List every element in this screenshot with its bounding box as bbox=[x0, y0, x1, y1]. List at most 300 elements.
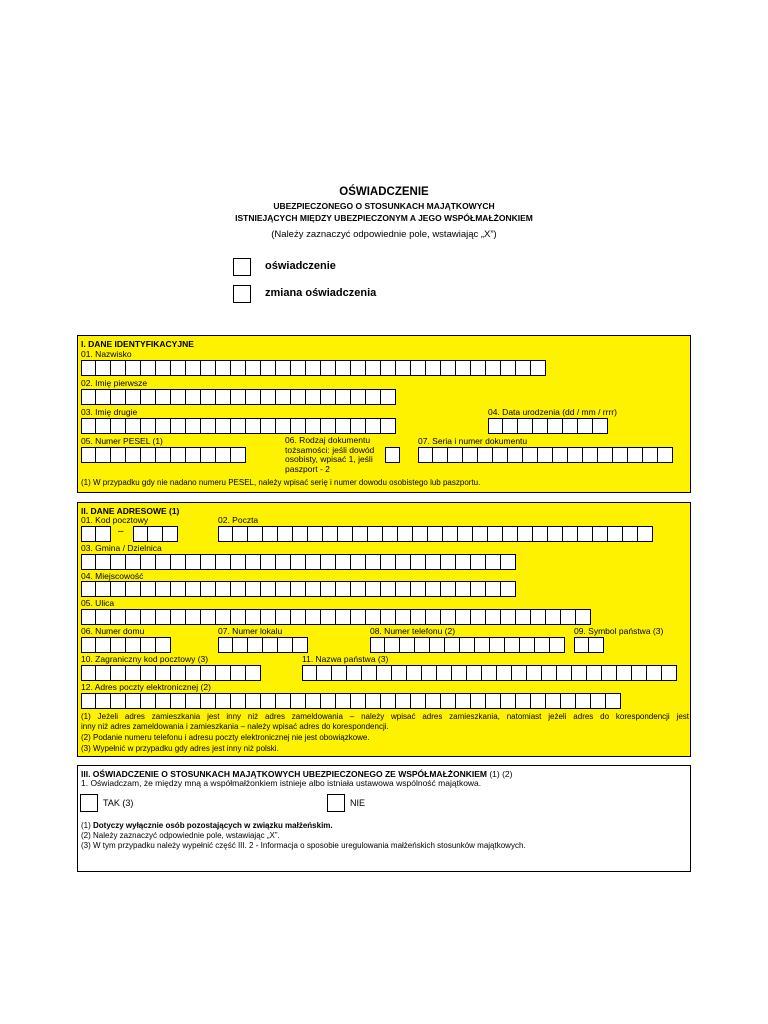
character-cell[interactable] bbox=[263, 637, 278, 653]
character-cell[interactable] bbox=[246, 665, 261, 681]
character-cell[interactable] bbox=[503, 526, 518, 542]
character-cell[interactable] bbox=[302, 665, 317, 681]
character-cell[interactable] bbox=[291, 389, 306, 405]
character-cell[interactable] bbox=[518, 526, 533, 542]
character-cell[interactable] bbox=[606, 693, 621, 709]
character-cell[interactable] bbox=[291, 418, 306, 434]
character-cell[interactable] bbox=[381, 693, 396, 709]
character-cell[interactable] bbox=[441, 693, 456, 709]
character-cell[interactable] bbox=[351, 418, 366, 434]
character-cell[interactable] bbox=[278, 526, 293, 542]
character-cell[interactable] bbox=[591, 693, 606, 709]
character-cell[interactable] bbox=[111, 637, 126, 653]
character-cell[interactable] bbox=[156, 665, 171, 681]
character-cell[interactable] bbox=[186, 581, 201, 597]
character-cell[interactable] bbox=[291, 609, 306, 625]
character-cell[interactable] bbox=[186, 665, 201, 681]
character-cell[interactable] bbox=[336, 581, 351, 597]
character-cell[interactable] bbox=[638, 526, 653, 542]
house-number-input[interactable] bbox=[81, 637, 171, 653]
character-cell[interactable] bbox=[370, 637, 385, 653]
character-cell[interactable] bbox=[96, 609, 111, 625]
character-cell[interactable] bbox=[411, 554, 426, 570]
character-cell[interactable] bbox=[171, 581, 186, 597]
character-cell[interactable] bbox=[366, 693, 381, 709]
character-cell[interactable] bbox=[133, 526, 148, 542]
character-cell[interactable] bbox=[216, 665, 231, 681]
character-cell[interactable] bbox=[233, 637, 248, 653]
character-cell[interactable] bbox=[246, 609, 261, 625]
character-cell[interactable] bbox=[218, 637, 233, 653]
character-cell[interactable] bbox=[574, 637, 589, 653]
character-cell[interactable] bbox=[156, 609, 171, 625]
character-cell[interactable] bbox=[246, 581, 261, 597]
character-cell[interactable] bbox=[126, 693, 141, 709]
character-cell[interactable] bbox=[583, 447, 598, 463]
character-cell[interactable] bbox=[126, 360, 141, 376]
character-cell[interactable] bbox=[126, 389, 141, 405]
character-cell[interactable] bbox=[201, 389, 216, 405]
character-cell[interactable] bbox=[171, 360, 186, 376]
character-cell[interactable] bbox=[306, 418, 321, 434]
character-cell[interactable] bbox=[126, 637, 141, 653]
character-cell[interactable] bbox=[111, 554, 126, 570]
character-cell[interactable] bbox=[261, 581, 276, 597]
character-cell[interactable] bbox=[263, 526, 278, 542]
character-cell[interactable] bbox=[441, 581, 456, 597]
character-cell[interactable] bbox=[512, 665, 527, 681]
character-cell[interactable] bbox=[456, 693, 471, 709]
character-cell[interactable] bbox=[351, 360, 366, 376]
character-cell[interactable] bbox=[156, 360, 171, 376]
character-cell[interactable] bbox=[572, 665, 587, 681]
character-cell[interactable] bbox=[276, 609, 291, 625]
character-cell[interactable] bbox=[201, 554, 216, 570]
character-cell[interactable] bbox=[613, 447, 628, 463]
character-cell[interactable] bbox=[186, 360, 201, 376]
character-cell[interactable] bbox=[426, 581, 441, 597]
character-cell[interactable] bbox=[338, 526, 353, 542]
character-cell[interactable] bbox=[218, 526, 233, 542]
character-cell[interactable] bbox=[126, 665, 141, 681]
character-cell[interactable] bbox=[278, 637, 293, 653]
character-cell[interactable] bbox=[362, 665, 377, 681]
character-cell[interactable] bbox=[381, 418, 396, 434]
second-name-input[interactable] bbox=[81, 418, 396, 434]
character-cell[interactable] bbox=[456, 609, 471, 625]
character-cell[interactable] bbox=[643, 447, 658, 463]
character-cell[interactable] bbox=[381, 609, 396, 625]
character-cell[interactable] bbox=[383, 526, 398, 542]
character-cell[interactable] bbox=[441, 554, 456, 570]
character-cell[interactable] bbox=[141, 581, 156, 597]
character-cell[interactable] bbox=[366, 389, 381, 405]
character-cell[interactable] bbox=[141, 665, 156, 681]
character-cell[interactable] bbox=[141, 554, 156, 570]
character-cell[interactable] bbox=[662, 665, 677, 681]
character-cell[interactable] bbox=[441, 609, 456, 625]
character-cell[interactable] bbox=[186, 693, 201, 709]
character-cell[interactable] bbox=[321, 554, 336, 570]
character-cell[interactable] bbox=[81, 389, 96, 405]
character-cell[interactable] bbox=[96, 418, 111, 434]
character-cell[interactable] bbox=[647, 665, 662, 681]
character-cell[interactable] bbox=[608, 526, 623, 542]
character-cell[interactable] bbox=[261, 609, 276, 625]
character-cell[interactable] bbox=[111, 693, 126, 709]
character-cell[interactable] bbox=[141, 389, 156, 405]
character-cell[interactable] bbox=[216, 693, 231, 709]
foreign-postal-code-input[interactable] bbox=[81, 665, 261, 681]
country-symbol-input[interactable] bbox=[574, 637, 604, 653]
character-cell[interactable] bbox=[523, 447, 538, 463]
character-cell[interactable] bbox=[490, 637, 505, 653]
character-cell[interactable] bbox=[538, 447, 553, 463]
document-number-input[interactable] bbox=[418, 447, 673, 463]
birth-date-input[interactable] bbox=[488, 418, 608, 434]
character-cell[interactable] bbox=[516, 360, 531, 376]
character-cell[interactable] bbox=[306, 609, 321, 625]
character-cell[interactable] bbox=[602, 665, 617, 681]
character-cell[interactable] bbox=[550, 637, 565, 653]
character-cell[interactable] bbox=[336, 693, 351, 709]
character-cell[interactable] bbox=[308, 526, 323, 542]
character-cell[interactable] bbox=[276, 581, 291, 597]
character-cell[interactable] bbox=[306, 581, 321, 597]
character-cell[interactable] bbox=[96, 665, 111, 681]
character-cell[interactable] bbox=[231, 609, 246, 625]
character-cell[interactable] bbox=[516, 693, 531, 709]
character-cell[interactable] bbox=[520, 637, 535, 653]
country-name-input[interactable] bbox=[302, 665, 677, 681]
character-cell[interactable] bbox=[317, 665, 332, 681]
character-cell[interactable] bbox=[336, 609, 351, 625]
character-cell[interactable] bbox=[518, 418, 533, 434]
character-cell[interactable] bbox=[321, 581, 336, 597]
character-cell[interactable] bbox=[216, 447, 231, 463]
character-cell[interactable] bbox=[456, 360, 471, 376]
character-cell[interactable] bbox=[576, 609, 591, 625]
character-cell[interactable] bbox=[126, 447, 141, 463]
character-cell[interactable] bbox=[321, 693, 336, 709]
character-cell[interactable] bbox=[96, 526, 111, 542]
character-cell[interactable] bbox=[261, 554, 276, 570]
character-cell[interactable] bbox=[171, 609, 186, 625]
character-cell[interactable] bbox=[617, 665, 632, 681]
character-cell[interactable] bbox=[471, 609, 486, 625]
character-cell[interactable] bbox=[392, 665, 407, 681]
character-cell[interactable] bbox=[261, 418, 276, 434]
character-cell[interactable] bbox=[546, 693, 561, 709]
phone-number-input[interactable] bbox=[370, 637, 565, 653]
character-cell[interactable] bbox=[186, 447, 201, 463]
character-cell[interactable] bbox=[96, 637, 111, 653]
character-cell[interactable] bbox=[321, 360, 336, 376]
character-cell[interactable] bbox=[246, 360, 261, 376]
character-cell[interactable] bbox=[306, 389, 321, 405]
character-cell[interactable] bbox=[231, 447, 246, 463]
character-cell[interactable] bbox=[201, 581, 216, 597]
character-cell[interactable] bbox=[141, 360, 156, 376]
character-cell[interactable] bbox=[156, 389, 171, 405]
character-cell[interactable] bbox=[96, 389, 111, 405]
character-cell[interactable] bbox=[548, 526, 563, 542]
character-cell[interactable] bbox=[96, 693, 111, 709]
character-cell[interactable] bbox=[111, 360, 126, 376]
character-cell[interactable] bbox=[248, 526, 263, 542]
character-cell[interactable] bbox=[628, 447, 643, 463]
character-cell[interactable] bbox=[201, 609, 216, 625]
character-cell[interactable] bbox=[377, 665, 392, 681]
character-cell[interactable] bbox=[396, 581, 411, 597]
character-cell[interactable] bbox=[291, 693, 306, 709]
character-cell[interactable] bbox=[246, 418, 261, 434]
character-cell[interactable] bbox=[411, 360, 426, 376]
character-cell[interactable] bbox=[306, 360, 321, 376]
character-cell[interactable] bbox=[186, 609, 201, 625]
character-cell[interactable] bbox=[593, 526, 608, 542]
character-cell[interactable] bbox=[246, 693, 261, 709]
character-cell[interactable] bbox=[482, 665, 497, 681]
character-cell[interactable] bbox=[81, 581, 96, 597]
character-cell[interactable] bbox=[347, 665, 362, 681]
character-cell[interactable] bbox=[351, 554, 366, 570]
character-cell[interactable] bbox=[306, 693, 321, 709]
apartment-number-input[interactable] bbox=[218, 637, 308, 653]
character-cell[interactable] bbox=[413, 526, 428, 542]
character-cell[interactable] bbox=[452, 665, 467, 681]
street-input[interactable] bbox=[81, 609, 591, 625]
character-cell[interactable] bbox=[658, 447, 673, 463]
character-cell[interactable] bbox=[81, 609, 96, 625]
character-cell[interactable] bbox=[246, 554, 261, 570]
character-cell[interactable] bbox=[366, 609, 381, 625]
character-cell[interactable] bbox=[632, 665, 647, 681]
character-cell[interactable] bbox=[407, 665, 422, 681]
character-cell[interactable] bbox=[368, 526, 383, 542]
character-cell[interactable] bbox=[508, 447, 523, 463]
character-cell[interactable] bbox=[246, 389, 261, 405]
character-cell[interactable] bbox=[276, 360, 291, 376]
character-cell[interactable] bbox=[111, 389, 126, 405]
character-cell[interactable] bbox=[126, 554, 141, 570]
character-cell[interactable] bbox=[126, 581, 141, 597]
character-cell[interactable] bbox=[493, 447, 508, 463]
character-cell[interactable] bbox=[503, 418, 518, 434]
character-cell[interactable] bbox=[411, 693, 426, 709]
character-cell[interactable] bbox=[516, 609, 531, 625]
character-cell[interactable] bbox=[276, 693, 291, 709]
email-input[interactable] bbox=[81, 693, 621, 709]
character-cell[interactable] bbox=[216, 581, 231, 597]
character-cell[interactable] bbox=[535, 637, 550, 653]
character-cell[interactable] bbox=[576, 693, 591, 709]
character-cell[interactable] bbox=[171, 418, 186, 434]
character-cell[interactable] bbox=[81, 554, 96, 570]
character-cell[interactable] bbox=[201, 418, 216, 434]
character-cell[interactable] bbox=[471, 693, 486, 709]
character-cell[interactable] bbox=[186, 554, 201, 570]
character-cell[interactable] bbox=[411, 609, 426, 625]
character-cell[interactable] bbox=[527, 665, 542, 681]
character-cell[interactable] bbox=[398, 526, 413, 542]
character-cell[interactable] bbox=[501, 609, 516, 625]
character-cell[interactable] bbox=[126, 418, 141, 434]
character-cell[interactable] bbox=[578, 418, 593, 434]
character-cell[interactable] bbox=[471, 360, 486, 376]
character-cell[interactable] bbox=[463, 447, 478, 463]
character-cell[interactable] bbox=[563, 526, 578, 542]
character-cell[interactable] bbox=[171, 389, 186, 405]
character-cell[interactable] bbox=[396, 360, 411, 376]
character-cell[interactable] bbox=[201, 360, 216, 376]
character-cell[interactable] bbox=[231, 554, 246, 570]
character-cell[interactable] bbox=[396, 609, 411, 625]
character-cell[interactable] bbox=[156, 581, 171, 597]
character-cell[interactable] bbox=[163, 526, 178, 542]
character-cell[interactable] bbox=[231, 693, 246, 709]
declaration-checkbox[interactable] bbox=[233, 258, 251, 276]
no-checkbox[interactable] bbox=[327, 794, 345, 812]
character-cell[interactable] bbox=[488, 526, 503, 542]
character-cell[interactable] bbox=[306, 554, 321, 570]
character-cell[interactable] bbox=[385, 447, 400, 463]
character-cell[interactable] bbox=[501, 581, 516, 597]
character-cell[interactable] bbox=[111, 447, 126, 463]
character-cell[interactable] bbox=[366, 554, 381, 570]
character-cell[interactable] bbox=[201, 665, 216, 681]
character-cell[interactable] bbox=[542, 665, 557, 681]
character-cell[interactable] bbox=[505, 637, 520, 653]
character-cell[interactable] bbox=[141, 637, 156, 653]
character-cell[interactable] bbox=[598, 447, 613, 463]
yes-checkbox[interactable] bbox=[80, 794, 98, 812]
character-cell[interactable] bbox=[587, 665, 602, 681]
character-cell[interactable] bbox=[96, 581, 111, 597]
character-cell[interactable] bbox=[385, 637, 400, 653]
character-cell[interactable] bbox=[486, 360, 501, 376]
character-cell[interactable] bbox=[96, 554, 111, 570]
municipality-input[interactable] bbox=[81, 554, 516, 570]
character-cell[interactable] bbox=[293, 637, 308, 653]
character-cell[interactable] bbox=[81, 665, 96, 681]
character-cell[interactable] bbox=[548, 418, 563, 434]
character-cell[interactable] bbox=[171, 554, 186, 570]
character-cell[interactable] bbox=[589, 637, 604, 653]
character-cell[interactable] bbox=[448, 447, 463, 463]
character-cell[interactable] bbox=[276, 554, 291, 570]
character-cell[interactable] bbox=[473, 526, 488, 542]
character-cell[interactable] bbox=[366, 581, 381, 597]
character-cell[interactable] bbox=[261, 360, 276, 376]
character-cell[interactable] bbox=[81, 693, 96, 709]
character-cell[interactable] bbox=[111, 609, 126, 625]
character-cell[interactable] bbox=[156, 637, 171, 653]
character-cell[interactable] bbox=[141, 447, 156, 463]
character-cell[interactable] bbox=[426, 554, 441, 570]
character-cell[interactable] bbox=[111, 581, 126, 597]
character-cell[interactable] bbox=[568, 447, 583, 463]
character-cell[interactable] bbox=[593, 418, 608, 434]
character-cell[interactable] bbox=[351, 609, 366, 625]
character-cell[interactable] bbox=[332, 665, 347, 681]
character-cell[interactable] bbox=[426, 360, 441, 376]
character-cell[interactable] bbox=[148, 526, 163, 542]
character-cell[interactable] bbox=[351, 581, 366, 597]
character-cell[interactable] bbox=[336, 360, 351, 376]
character-cell[interactable] bbox=[96, 360, 111, 376]
character-cell[interactable] bbox=[156, 693, 171, 709]
postal-code-part2-input[interactable] bbox=[133, 526, 178, 542]
character-cell[interactable] bbox=[486, 693, 501, 709]
character-cell[interactable] bbox=[141, 418, 156, 434]
character-cell[interactable] bbox=[261, 693, 276, 709]
character-cell[interactable] bbox=[156, 418, 171, 434]
character-cell[interactable] bbox=[531, 609, 546, 625]
character-cell[interactable] bbox=[456, 581, 471, 597]
character-cell[interactable] bbox=[81, 447, 96, 463]
character-cell[interactable] bbox=[141, 609, 156, 625]
character-cell[interactable] bbox=[396, 554, 411, 570]
character-cell[interactable] bbox=[336, 554, 351, 570]
character-cell[interactable] bbox=[561, 693, 576, 709]
character-cell[interactable] bbox=[563, 418, 578, 434]
character-cell[interactable] bbox=[186, 418, 201, 434]
character-cell[interactable] bbox=[497, 665, 512, 681]
character-cell[interactable] bbox=[171, 693, 186, 709]
character-cell[interactable] bbox=[396, 693, 411, 709]
character-cell[interactable] bbox=[578, 526, 593, 542]
character-cell[interactable] bbox=[445, 637, 460, 653]
character-cell[interactable] bbox=[276, 389, 291, 405]
character-cell[interactable] bbox=[351, 389, 366, 405]
character-cell[interactable] bbox=[381, 389, 396, 405]
character-cell[interactable] bbox=[381, 554, 396, 570]
pesel-input[interactable] bbox=[81, 447, 246, 463]
character-cell[interactable] bbox=[501, 360, 516, 376]
character-cell[interactable] bbox=[216, 554, 231, 570]
character-cell[interactable] bbox=[557, 665, 572, 681]
character-cell[interactable] bbox=[533, 418, 548, 434]
character-cell[interactable] bbox=[366, 418, 381, 434]
character-cell[interactable] bbox=[411, 581, 426, 597]
character-cell[interactable] bbox=[353, 526, 368, 542]
character-cell[interactable] bbox=[201, 447, 216, 463]
character-cell[interactable] bbox=[443, 526, 458, 542]
character-cell[interactable] bbox=[336, 389, 351, 405]
character-cell[interactable] bbox=[381, 360, 396, 376]
character-cell[interactable] bbox=[501, 554, 516, 570]
character-cell[interactable] bbox=[486, 581, 501, 597]
character-cell[interactable] bbox=[216, 389, 231, 405]
character-cell[interactable] bbox=[430, 637, 445, 653]
character-cell[interactable] bbox=[216, 418, 231, 434]
character-cell[interactable] bbox=[231, 389, 246, 405]
character-cell[interactable] bbox=[533, 526, 548, 542]
character-cell[interactable] bbox=[156, 447, 171, 463]
character-cell[interactable] bbox=[531, 693, 546, 709]
character-cell[interactable] bbox=[201, 693, 216, 709]
character-cell[interactable] bbox=[141, 693, 156, 709]
character-cell[interactable] bbox=[623, 526, 638, 542]
character-cell[interactable] bbox=[291, 581, 306, 597]
post-office-input[interactable] bbox=[218, 526, 653, 542]
character-cell[interactable] bbox=[216, 609, 231, 625]
character-cell[interactable] bbox=[426, 693, 441, 709]
character-cell[interactable] bbox=[321, 609, 336, 625]
character-cell[interactable] bbox=[171, 447, 186, 463]
character-cell[interactable] bbox=[216, 360, 231, 376]
